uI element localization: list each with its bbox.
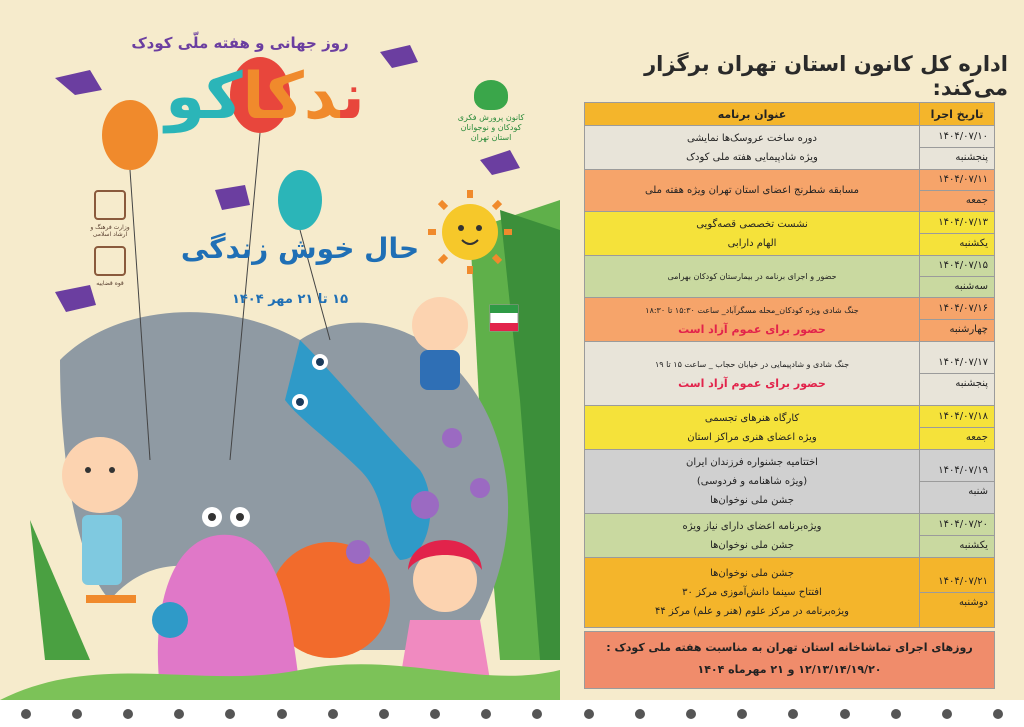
program-line: ویژه‌برنامه اعضای دارای نیاز ویژه	[682, 520, 822, 532]
sponsor-logo-icon	[430, 709, 440, 719]
program-line: کارگاه هنرهای تجسمی	[704, 412, 800, 424]
schedule-weekday: یکشنبه	[959, 540, 988, 551]
schedule-row	[585, 256, 995, 298]
schedule-date: ۱۴۰۴/۰۷/۲۰	[920, 515, 994, 536]
schedule-weekday: پنجشنبه	[955, 152, 988, 163]
public-access-note: حضور برای عموم آزاد است	[678, 376, 826, 390]
sponsor-logo-icon	[481, 709, 491, 719]
schedule-date: ۱۴۰۴/۰۷/۱۳	[920, 213, 994, 234]
schedule-date: ۱۴۰۴/۰۷/۲۱	[920, 572, 994, 593]
sponsor-logo-icon	[532, 709, 542, 719]
program-line: جشن ملی نوخوان‌ها	[710, 539, 794, 551]
schedule-weekday: جمعه	[965, 432, 988, 443]
sponsor-logo-icon	[379, 709, 389, 719]
program-line: دوره ساخت عروسک‌ها نمایشی	[687, 132, 817, 144]
kanoon-line3: استان تهران	[470, 133, 512, 142]
program-line: ویژه شادپیمایی هفته ملی کودک	[686, 151, 818, 163]
schedule-date-cell	[920, 406, 995, 450]
schedule-weekday: پنجشنبه	[955, 378, 988, 389]
poster-subtitle: روز جهانی و هفته ملّی کودک	[131, 34, 349, 52]
schedule-header-row	[585, 103, 995, 126]
kanoon-logo	[454, 80, 528, 143]
schedule-date-cell	[920, 558, 995, 628]
schedule-row	[585, 298, 995, 342]
schedule-date-cell	[920, 342, 995, 406]
schedule-row	[585, 406, 995, 450]
program-line: اختتامیه جشنواره فرزندان ایران	[686, 457, 818, 468]
schedule-program-cell	[585, 342, 920, 406]
column-header-program: عنوان برنامه	[585, 103, 920, 126]
theatre-note-line2: ۱۲/۱۳/۱۴/۱۹/۲۰ و ۲۱ مهرماه ۱۴۰۴	[697, 663, 882, 676]
sponsor-logo-icon	[72, 709, 82, 719]
schedule-program-cell	[585, 450, 920, 514]
schedule-date-cell	[920, 256, 995, 298]
schedule-weekday: یکشنبه	[959, 238, 988, 249]
sponsor-logo-icon	[737, 709, 747, 719]
column-header-date: تاریخ اجرا	[920, 103, 995, 126]
public-access-note: حضور برای عموم آزاد است	[678, 322, 826, 336]
title-part1: کو	[165, 60, 243, 134]
sponsor-logo-icon	[788, 709, 798, 719]
schedule-program-cell	[585, 126, 920, 170]
program-line: جنگ شادی ویژه کودکان_محله مسگرآباد_ ساعت ۱۵:۳۰ تا ۱۸:۳۰	[645, 305, 859, 315]
schedule-weekday: شنبه	[968, 486, 988, 497]
schedule-body	[585, 126, 995, 628]
sponsor-logo-icon	[328, 709, 338, 719]
schedule-date: ۱۴۰۴/۰۷/۱۷	[920, 353, 994, 374]
title-part3: ن	[340, 60, 365, 134]
program-line: ویژه اعضای هنری مراکز استان	[687, 431, 817, 443]
schedule-table	[584, 102, 995, 628]
sponsor-logo-icon	[686, 709, 696, 719]
sponsor-logo-icon	[942, 709, 952, 719]
sponsor-logo-icon	[635, 709, 645, 719]
schedule-row	[585, 450, 995, 514]
schedule-weekday: سه‌شنبه	[954, 281, 988, 292]
sponsor-logo-icon	[277, 709, 287, 719]
poster-slogan: حال خوش زندگی	[180, 232, 420, 265]
theatre-note	[584, 631, 995, 689]
schedule-program-cell	[585, 406, 920, 450]
program-line: حضور و اجرای برنامه در بیمارستان کودکان بهرامی	[667, 272, 837, 281]
sponsor-logo-icon	[123, 709, 133, 719]
program-line: (ویژه شاهنامه و فردوسی)	[696, 476, 808, 487]
schedule-date-cell	[920, 514, 995, 558]
schedule-date-cell	[920, 450, 995, 514]
program-line: جنگ شادی و شادپیمایی در خیابان حجاب _ ساعت ۱۵ تا ۱۹	[654, 359, 850, 369]
scales-icon	[94, 246, 126, 276]
schedule-date: ۱۴۰۴/۰۷/۱۰	[920, 127, 994, 148]
program-line: الهام دارابی	[727, 237, 777, 249]
schedule-program-cell	[585, 514, 920, 558]
program-line: افتتاح سینما دانش‌آموزی مرکز ۳۰	[682, 587, 822, 598]
sponsor-logo-strip	[0, 700, 1024, 727]
sponsor-logo-icon	[225, 709, 235, 719]
sponsor-logo-icon	[993, 709, 1003, 719]
schedule-weekday: جمعه	[965, 195, 988, 206]
emblem-icon	[94, 190, 126, 220]
schedule-date-cell	[920, 126, 995, 170]
schedule-row	[585, 514, 995, 558]
sponsor-logo-icon	[891, 709, 901, 719]
schedule-row	[585, 342, 995, 406]
schedule-date: ۱۴۰۴/۰۷/۱۹	[920, 461, 994, 482]
schedule-program-cell	[585, 558, 920, 628]
program-line: نشست تخصصی قصه‌گویی	[696, 218, 808, 230]
sponsor-logo-icon	[840, 709, 850, 719]
side-logo1-caption: وزارت فرهنگ و ارشاد اسلامی	[90, 224, 130, 238]
schedule-row	[585, 212, 995, 256]
schedule-program-cell	[585, 256, 920, 298]
schedule-weekday: دوشنبه	[958, 597, 988, 608]
kanoon-line1: کانون پرورش فکری	[457, 113, 525, 122]
schedule-date-cell	[920, 170, 995, 212]
schedule-date: ۱۴۰۴/۰۷/۱۱	[920, 170, 994, 191]
schedule-row	[585, 558, 995, 628]
program-line: ویژه‌برنامه در مرکز علوم (هنر و علم) مرکز ۴۴	[655, 606, 849, 617]
schedule-weekday: چهارشنبه	[949, 324, 988, 335]
sponsor-logo-icon	[21, 709, 31, 719]
side-logo2-caption: قوه قضاییه	[96, 280, 124, 287]
program-line: جشن ملی نوخوان‌ها	[710, 568, 794, 579]
kanoon-bird-icon	[474, 80, 508, 110]
sponsor-logo-icon	[174, 709, 184, 719]
schedule-date: ۱۴۰۴/۰۷/۱۸	[920, 407, 994, 428]
program-line: جشن ملی نوخوان‌ها	[710, 495, 794, 506]
schedule-date: ۱۴۰۴/۰۷/۱۶	[920, 299, 994, 320]
schedule-row	[585, 170, 995, 212]
poster-title	[85, 60, 445, 134]
schedule-date: ۱۴۰۴/۰۷/۱۵	[920, 256, 994, 277]
kanoon-line2: کودکان و نوجوانان	[460, 123, 522, 132]
schedule-date-cell	[920, 212, 995, 256]
schedule-date-cell	[920, 298, 995, 342]
theatre-note-line1: روزهای اجرای تماشاخانه استان تهران به مناسبت هفته ملی کودک :	[606, 641, 973, 654]
sponsor-logo-icon	[584, 709, 594, 719]
title-part2: دکا	[242, 60, 341, 134]
sponsor-logos	[90, 190, 130, 295]
program-line: مسابقه شطرنج اعضای استان تهران ویژه هفته ملی	[644, 185, 860, 196]
schedule-program-cell	[585, 298, 920, 342]
schedule-program-cell	[585, 170, 920, 212]
schedule-row	[585, 126, 995, 170]
schedule-program-cell	[585, 212, 920, 256]
poster-dates: ۱۵ تا ۲۱ مهر ۱۴۰۴	[231, 292, 349, 307]
organizer-title: اداره کل کانون استان تهران برگزار می‌کند:	[644, 52, 1008, 100]
